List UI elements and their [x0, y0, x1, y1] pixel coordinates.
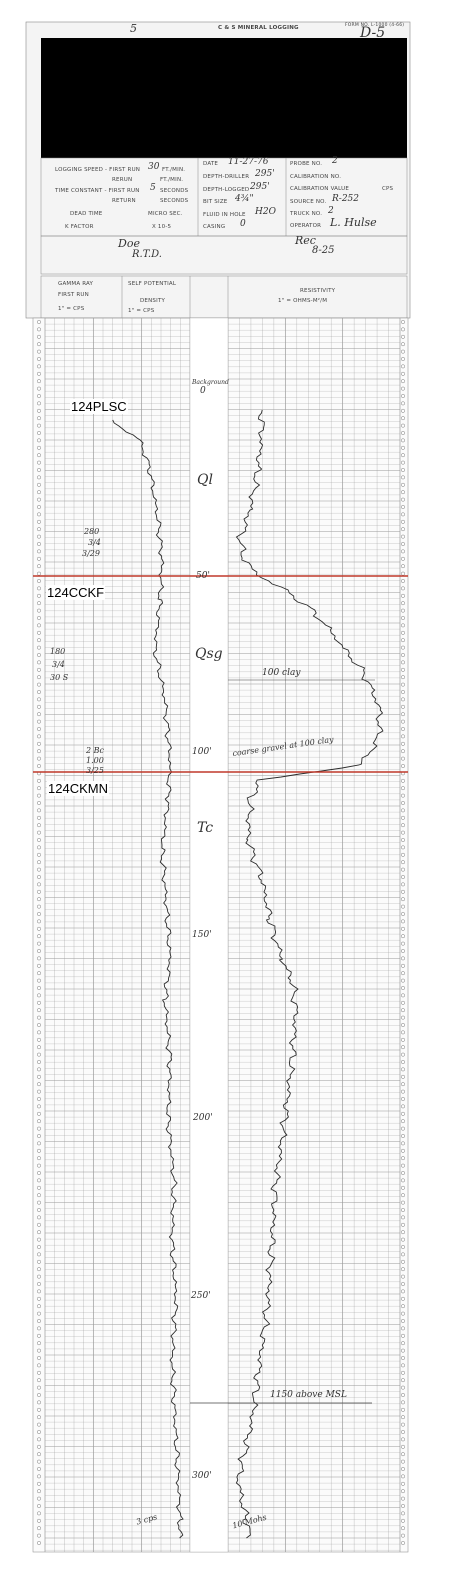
redaction-block: [41, 38, 407, 158]
depth-label-250: 250': [191, 1291, 211, 1301]
k-factor-unit: X 10-5: [152, 224, 172, 230]
depth-logged-value: 295': [250, 182, 270, 192]
annotation-bottom-right: 10 Mohs: [231, 1512, 268, 1531]
depth-logged-label: DEPTH-LOGGED: [203, 187, 250, 193]
annotation-3-25: 3/25: [86, 766, 104, 775]
operator-label: OPERATOR: [290, 223, 322, 229]
k-factor-label: K FACTOR: [65, 224, 94, 230]
form-number: FORM NO. L-1000 (4-66): [345, 23, 405, 28]
operator-value: L. Hulse: [330, 216, 377, 229]
dead-time-unit: MICRO SEC.: [148, 211, 183, 217]
time-constant-unit: SECONDS: [160, 188, 189, 194]
depth-label-0: 0: [200, 386, 206, 396]
annotation-msl: 1150 above MSL: [270, 1390, 347, 1400]
probe-label: PROBE NO.: [290, 161, 323, 167]
rerun-label: RERUN: [112, 177, 133, 183]
company-name: C & S MINERAL LOGGING: [218, 25, 299, 31]
casing-label: CASING: [203, 224, 226, 230]
fluid-label: FLUID IN HOLE: [203, 212, 246, 218]
bit-size-label: BIT SIZE: [203, 199, 228, 205]
annotation-180: 180: [50, 647, 66, 656]
annotation-1-00: 1.00: [86, 756, 104, 765]
annotation-bottom-left: 3 cps: [135, 1512, 159, 1527]
formation-code-middle: 124CCKF: [47, 585, 105, 600]
logging-speed-value: 30: [148, 162, 160, 172]
rerun-unit: FT./MIN.: [160, 177, 184, 183]
background-label: Background: [192, 379, 229, 386]
remark-doe: Doe: [118, 237, 140, 250]
annotation-coarse-gravel: coarse gravel at 100 clay: [231, 734, 335, 759]
annotation-2bc: 2 Bc: [86, 746, 104, 755]
page-number: 5: [130, 22, 137, 35]
date-value: 11-27-76: [228, 157, 269, 167]
logging-speed-label: LOGGING SPEED - FIRST RUN: [55, 167, 141, 173]
depth-label-300: 300': [192, 1471, 212, 1481]
annotation-clay: 100 clay: [262, 668, 301, 678]
density-label: DENSITY: [140, 298, 166, 304]
unit-symbol-ql: Ql: [197, 472, 213, 488]
annotation-3-4-b: 3/4: [52, 660, 65, 669]
depth-label-50: 50': [196, 571, 210, 581]
time-constant-label: TIME CONSTANT - FIRST RUN: [55, 188, 140, 194]
depth-label-200: 200': [193, 1113, 213, 1123]
gamma-ray-label: GAMMA RAY: [58, 281, 94, 287]
resistivity-label: RESISTIVITY: [300, 288, 336, 294]
source-value: R-252: [332, 194, 359, 204]
depth-label-100: 100': [192, 747, 212, 757]
date-label: DATE: [203, 161, 219, 167]
truck-value: 2: [328, 206, 334, 216]
gamma-first-run-label: FIRST RUN: [58, 292, 89, 298]
depth-driller-label: DEPTH-DRILLER: [203, 174, 250, 180]
annotation-30s: 30 S: [50, 673, 69, 682]
annotation-3-29: 3/29: [82, 549, 100, 558]
annotation-3-4-a: 3/4: [88, 538, 101, 547]
logging-speed-unit: FT./MIN.: [162, 167, 186, 173]
source-label: SOURCE NO.: [290, 199, 327, 205]
return-label: RETURN: [112, 198, 136, 204]
casing-value: 0: [240, 219, 246, 229]
resistivity-scale-label: 1" = OHMS-M²/M: [278, 298, 328, 304]
annotation-280: 280: [84, 527, 100, 536]
remark-rec-2: 8-25: [312, 245, 335, 256]
probe-value: 2: [332, 156, 338, 166]
self-potential-label: SELF POTENTIAL: [128, 281, 177, 287]
density-scale-label: 1" = CPS: [128, 308, 155, 314]
remark-rec: Rec: [295, 234, 316, 247]
depth-label-150: 150': [192, 930, 212, 940]
time-constant-value: 5: [150, 183, 156, 193]
unit-symbol-qsg: Qsg: [195, 646, 223, 662]
unit-symbol-tc: Tc: [197, 820, 214, 836]
remark-doe-2: R.T.D.: [132, 249, 162, 260]
formation-code-top: 124PLSC: [71, 399, 127, 414]
formation-code-bottom: 124CKMN: [48, 781, 108, 796]
bit-size-value: 4¾": [235, 194, 254, 204]
truck-label: TRUCK NO.: [290, 211, 323, 217]
dead-time-label: DEAD TIME: [70, 211, 103, 217]
gamma-scale-label: 1" = CPS: [58, 306, 85, 312]
calibration-value-unit: CPS: [382, 186, 394, 192]
fluid-value: H2O: [255, 207, 276, 217]
calibration-label: CALIBRATION NO.: [290, 174, 342, 180]
well-id: D-5: [360, 25, 386, 41]
depth-driller-value: 295': [255, 169, 275, 179]
calibration-value-label: CALIBRATION VALUE: [290, 186, 350, 192]
return-unit: SECONDS: [160, 198, 189, 204]
